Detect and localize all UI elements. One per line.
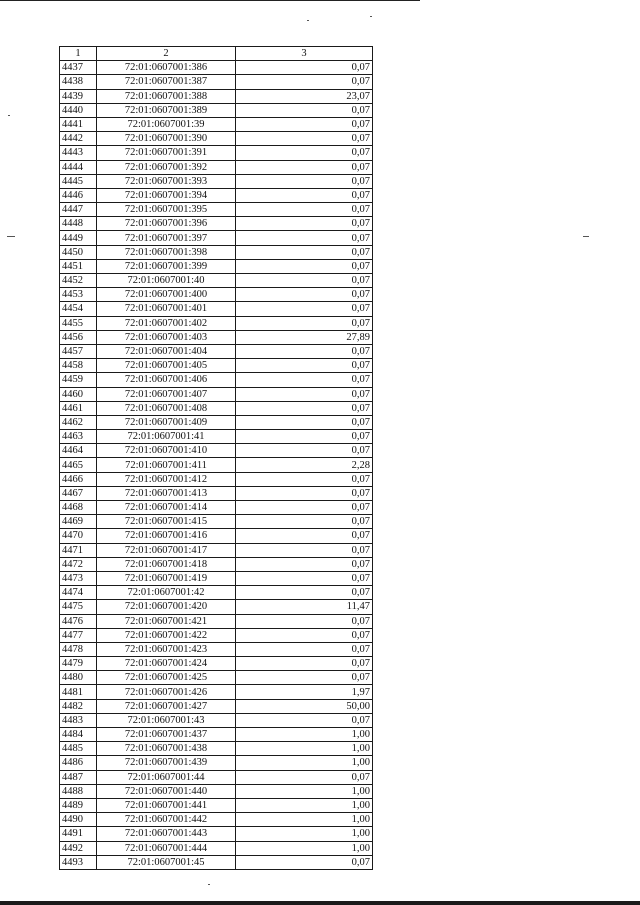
row-number-cell: 4450 — [60, 245, 97, 259]
table-row — [60, 146, 373, 160]
table-row — [60, 401, 373, 415]
row-number-cell: 4491 — [60, 827, 97, 841]
row-number-cell: 4490 — [60, 813, 97, 827]
cadastral-number-cell: 72:01:0607001:421 — [97, 614, 236, 628]
row-number-cell: 4483 — [60, 713, 97, 727]
value-cell: 0,07 — [236, 586, 373, 600]
row-number-cell: 4488 — [60, 784, 97, 798]
value-cell: 0,07 — [236, 472, 373, 486]
row-number-cell: 4449 — [60, 231, 97, 245]
table-body — [60, 61, 373, 870]
row-number-cell: 4457 — [60, 344, 97, 358]
value-cell: 0,07 — [236, 217, 373, 231]
table-row — [60, 543, 373, 557]
table-row — [60, 798, 373, 812]
table-row — [60, 373, 373, 387]
cadastral-number-cell: 72:01:0607001:427 — [97, 699, 236, 713]
row-number-cell: 4442 — [60, 132, 97, 146]
row-number-cell: 4482 — [60, 699, 97, 713]
table-row — [60, 245, 373, 259]
cadastral-number-cell: 72:01:0607001:392 — [97, 160, 236, 174]
table-row — [60, 160, 373, 174]
cadastral-number-cell: 72:01:0607001:414 — [97, 501, 236, 515]
table-row — [60, 827, 373, 841]
cadastral-number-cell: 72:01:0607001:400 — [97, 288, 236, 302]
table-row — [60, 387, 373, 401]
row-number-cell: 4447 — [60, 203, 97, 217]
cadastral-number-cell: 72:01:0607001:410 — [97, 444, 236, 458]
table-row — [60, 89, 373, 103]
row-number-cell: 4459 — [60, 373, 97, 387]
table-row — [60, 75, 373, 89]
row-number-cell: 4471 — [60, 543, 97, 557]
table-row — [60, 472, 373, 486]
scan-speck — [8, 115, 10, 116]
value-cell: 0,07 — [236, 359, 373, 373]
table-row — [60, 174, 373, 188]
table-row — [60, 841, 373, 855]
table-row — [60, 259, 373, 273]
row-number-cell: 4473 — [60, 571, 97, 585]
table-row — [60, 756, 373, 770]
value-cell: 0,07 — [236, 103, 373, 117]
value-cell: 0,07 — [236, 614, 373, 628]
table-row — [60, 231, 373, 245]
row-number-cell: 4454 — [60, 302, 97, 316]
table-row — [60, 529, 373, 543]
table-row — [60, 557, 373, 571]
column-header-2: 2 — [97, 47, 236, 61]
row-number-cell: 4478 — [60, 642, 97, 656]
cadastral-number-cell: 72:01:0607001:437 — [97, 728, 236, 742]
cadastral-number-cell: 72:01:0607001:418 — [97, 557, 236, 571]
row-number-cell: 4438 — [60, 75, 97, 89]
value-cell: 0,07 — [236, 529, 373, 543]
cadastral-number-cell: 72:01:0607001:413 — [97, 486, 236, 500]
scan-speck — [370, 16, 372, 17]
value-cell: 0,07 — [236, 302, 373, 316]
row-number-cell: 4458 — [60, 359, 97, 373]
value-cell: 0,07 — [236, 160, 373, 174]
cadastral-number-cell: 72:01:0607001:395 — [97, 203, 236, 217]
table-row — [60, 742, 373, 756]
cadastral-number-cell: 72:01:0607001:441 — [97, 798, 236, 812]
value-cell: 50,00 — [236, 699, 373, 713]
cadastral-number-cell: 72:01:0607001:411 — [97, 458, 236, 472]
table-row — [60, 203, 373, 217]
table-row — [60, 316, 373, 330]
row-number-cell: 4481 — [60, 685, 97, 699]
value-cell: 0,07 — [236, 657, 373, 671]
cadastral-number-cell: 72:01:0607001:443 — [97, 827, 236, 841]
cadastral-number-cell: 72:01:0607001:39 — [97, 117, 236, 131]
cadastral-number-cell: 72:01:0607001:45 — [97, 855, 236, 869]
row-number-cell: 4487 — [60, 770, 97, 784]
table-row — [60, 117, 373, 131]
row-number-cell: 4463 — [60, 430, 97, 444]
cadastral-number-cell: 72:01:0607001:444 — [97, 841, 236, 855]
row-number-cell: 4470 — [60, 529, 97, 543]
value-cell: 0,07 — [236, 401, 373, 415]
table-row — [60, 302, 373, 316]
cadastral-number-cell: 72:01:0607001:424 — [97, 657, 236, 671]
value-cell: 0,07 — [236, 174, 373, 188]
value-cell: 0,07 — [236, 770, 373, 784]
cadastral-number-cell: 72:01:0607001:40 — [97, 274, 236, 288]
row-number-cell: 4451 — [60, 259, 97, 273]
row-number-cell: 4446 — [60, 188, 97, 202]
column-header-3: 3 — [236, 47, 373, 61]
cadastral-number-cell: 72:01:0607001:397 — [97, 231, 236, 245]
cadastral-number-cell: 72:01:0607001:405 — [97, 359, 236, 373]
value-cell: 0,07 — [236, 373, 373, 387]
cadastral-number-cell: 72:01:0607001:389 — [97, 103, 236, 117]
cadastral-number-cell: 72:01:0607001:41 — [97, 430, 236, 444]
row-number-cell: 4439 — [60, 89, 97, 103]
row-number-cell: 4492 — [60, 841, 97, 855]
value-cell: 0,07 — [236, 855, 373, 869]
table-row — [60, 784, 373, 798]
table-header — [60, 47, 373, 61]
row-number-cell: 4440 — [60, 103, 97, 117]
value-cell: 0,07 — [236, 571, 373, 585]
table-row — [60, 430, 373, 444]
cadastral-number-cell: 72:01:0607001:394 — [97, 188, 236, 202]
table-row — [60, 501, 373, 515]
scan-speck — [307, 20, 309, 21]
value-cell: 1,00 — [236, 742, 373, 756]
value-cell: 0,07 — [236, 344, 373, 358]
cadastral-number-cell: 72:01:0607001:387 — [97, 75, 236, 89]
value-cell: 11,47 — [236, 600, 373, 614]
value-cell: 0,07 — [236, 713, 373, 727]
cadastral-number-cell: 72:01:0607001:439 — [97, 756, 236, 770]
table-row — [60, 217, 373, 231]
table-row — [60, 132, 373, 146]
value-cell: 1,00 — [236, 784, 373, 798]
value-cell: 1,00 — [236, 798, 373, 812]
bottom-border-line — [0, 901, 640, 905]
row-number-cell: 4476 — [60, 614, 97, 628]
table-row — [60, 642, 373, 656]
row-number-cell: 4460 — [60, 387, 97, 401]
table-row — [60, 288, 373, 302]
table-row — [60, 600, 373, 614]
cadastral-number-cell: 72:01:0607001:407 — [97, 387, 236, 401]
value-cell: 1,97 — [236, 685, 373, 699]
scan-speck — [583, 236, 589, 237]
value-cell: 0,07 — [236, 501, 373, 515]
row-number-cell: 4445 — [60, 174, 97, 188]
value-cell: 0,07 — [236, 387, 373, 401]
value-cell: 23,07 — [236, 89, 373, 103]
row-number-cell: 4466 — [60, 472, 97, 486]
row-number-cell: 4469 — [60, 515, 97, 529]
row-number-cell: 4472 — [60, 557, 97, 571]
table-row — [60, 330, 373, 344]
cadastral-number-cell: 72:01:0607001:422 — [97, 628, 236, 642]
value-cell: 0,07 — [236, 188, 373, 202]
cadastral-number-cell: 72:01:0607001:409 — [97, 415, 236, 429]
table-row — [60, 685, 373, 699]
cadastral-number-cell: 72:01:0607001:42 — [97, 586, 236, 600]
table-row — [60, 103, 373, 117]
cadastral-number-cell: 72:01:0607001:415 — [97, 515, 236, 529]
value-cell: 0,07 — [236, 430, 373, 444]
value-cell: 0,07 — [236, 231, 373, 245]
cadastral-number-cell: 72:01:0607001:398 — [97, 245, 236, 259]
table-row — [60, 614, 373, 628]
value-cell: 27,89 — [236, 330, 373, 344]
cadastral-number-cell: 72:01:0607001:43 — [97, 713, 236, 727]
table-row — [60, 188, 373, 202]
table-row — [60, 728, 373, 742]
value-cell: 0,07 — [236, 117, 373, 131]
table-row — [60, 61, 373, 75]
row-number-cell: 4455 — [60, 316, 97, 330]
value-cell: 1,00 — [236, 813, 373, 827]
row-number-cell: 4444 — [60, 160, 97, 174]
table-row — [60, 770, 373, 784]
value-cell: 0,07 — [236, 543, 373, 557]
cadastral-number-cell: 72:01:0607001:396 — [97, 217, 236, 231]
value-cell: 0,07 — [236, 671, 373, 685]
value-cell: 0,07 — [236, 203, 373, 217]
table-row — [60, 415, 373, 429]
value-cell: 0,07 — [236, 245, 373, 259]
cadastral-number-cell: 72:01:0607001:403 — [97, 330, 236, 344]
table-row — [60, 458, 373, 472]
cadastral-number-cell: 72:01:0607001:406 — [97, 373, 236, 387]
cadastral-number-cell: 72:01:0607001:390 — [97, 132, 236, 146]
table-row — [60, 855, 373, 869]
table-row — [60, 515, 373, 529]
cadastral-number-cell: 72:01:0607001:420 — [97, 600, 236, 614]
data-table — [59, 46, 373, 870]
table-row — [60, 628, 373, 642]
value-cell: 0,07 — [236, 316, 373, 330]
cadastral-number-cell: 72:01:0607001:402 — [97, 316, 236, 330]
row-number-cell: 4437 — [60, 61, 97, 75]
row-number-cell: 4477 — [60, 628, 97, 642]
cadastral-number-cell: 72:01:0607001:388 — [97, 89, 236, 103]
row-number-cell: 4452 — [60, 274, 97, 288]
value-cell: 0,07 — [236, 444, 373, 458]
cadastral-number-cell: 72:01:0607001:426 — [97, 685, 236, 699]
value-cell: 0,07 — [236, 642, 373, 656]
cadastral-number-cell: 72:01:0607001:399 — [97, 259, 236, 273]
row-number-cell: 4467 — [60, 486, 97, 500]
table-row — [60, 571, 373, 585]
row-number-cell: 4453 — [60, 288, 97, 302]
value-cell: 1,00 — [236, 728, 373, 742]
table-row — [60, 671, 373, 685]
cadastral-number-cell: 72:01:0607001:401 — [97, 302, 236, 316]
row-number-cell: 4448 — [60, 217, 97, 231]
cadastral-number-cell: 72:01:0607001:442 — [97, 813, 236, 827]
cadastral-number-cell: 72:01:0607001:417 — [97, 543, 236, 557]
cadastral-number-cell: 72:01:0607001:393 — [97, 174, 236, 188]
table-row — [60, 274, 373, 288]
row-number-cell: 4484 — [60, 728, 97, 742]
value-cell: 0,07 — [236, 75, 373, 89]
value-cell: 1,00 — [236, 841, 373, 855]
cadastral-number-cell: 72:01:0607001:391 — [97, 146, 236, 160]
value-cell: 0,07 — [236, 486, 373, 500]
table-row — [60, 657, 373, 671]
cadastral-number-cell: 72:01:0607001:419 — [97, 571, 236, 585]
row-number-cell: 4465 — [60, 458, 97, 472]
row-number-cell: 4443 — [60, 146, 97, 160]
table-row — [60, 586, 373, 600]
value-cell: 1,00 — [236, 827, 373, 841]
row-number-cell: 4493 — [60, 855, 97, 869]
row-number-cell: 4486 — [60, 756, 97, 770]
value-cell: 0,07 — [236, 288, 373, 302]
cadastral-number-cell: 72:01:0607001:423 — [97, 642, 236, 656]
cadastral-number-cell: 72:01:0607001:404 — [97, 344, 236, 358]
table-row — [60, 713, 373, 727]
row-number-cell: 4441 — [60, 117, 97, 131]
row-number-cell: 4479 — [60, 657, 97, 671]
cadastral-number-cell: 72:01:0607001:44 — [97, 770, 236, 784]
value-cell: 0,07 — [236, 557, 373, 571]
table-row — [60, 344, 373, 358]
value-cell: 0,07 — [236, 259, 373, 273]
scan-speck — [7, 236, 15, 237]
row-number-cell: 4475 — [60, 600, 97, 614]
table-row — [60, 699, 373, 713]
table-row — [60, 444, 373, 458]
cadastral-number-cell: 72:01:0607001:440 — [97, 784, 236, 798]
header-row — [60, 47, 373, 61]
table-row — [60, 486, 373, 500]
value-cell: 0,07 — [236, 415, 373, 429]
row-number-cell: 4468 — [60, 501, 97, 515]
scan-speck — [208, 884, 210, 885]
cadastral-number-cell: 72:01:0607001:408 — [97, 401, 236, 415]
row-number-cell: 4480 — [60, 671, 97, 685]
table-row — [60, 359, 373, 373]
value-cell: 0,07 — [236, 274, 373, 288]
row-number-cell: 4489 — [60, 798, 97, 812]
cadastral-number-cell: 72:01:0607001:416 — [97, 529, 236, 543]
cadastral-number-cell: 72:01:0607001:386 — [97, 61, 236, 75]
value-cell: 1,00 — [236, 756, 373, 770]
value-cell: 0,07 — [236, 61, 373, 75]
cadastral-number-cell: 72:01:0607001:438 — [97, 742, 236, 756]
row-number-cell: 4456 — [60, 330, 97, 344]
value-cell: 0,07 — [236, 515, 373, 529]
row-number-cell: 4462 — [60, 415, 97, 429]
table-row — [60, 813, 373, 827]
value-cell: 0,07 — [236, 146, 373, 160]
column-header-1: 1 — [60, 47, 97, 61]
top-border-line — [0, 0, 420, 1]
row-number-cell: 4474 — [60, 586, 97, 600]
row-number-cell: 4485 — [60, 742, 97, 756]
cadastral-number-cell: 72:01:0607001:412 — [97, 472, 236, 486]
row-number-cell: 4461 — [60, 401, 97, 415]
value-cell: 0,07 — [236, 628, 373, 642]
value-cell: 0,07 — [236, 132, 373, 146]
value-cell: 2,28 — [236, 458, 373, 472]
row-number-cell: 4464 — [60, 444, 97, 458]
cadastral-number-cell: 72:01:0607001:425 — [97, 671, 236, 685]
